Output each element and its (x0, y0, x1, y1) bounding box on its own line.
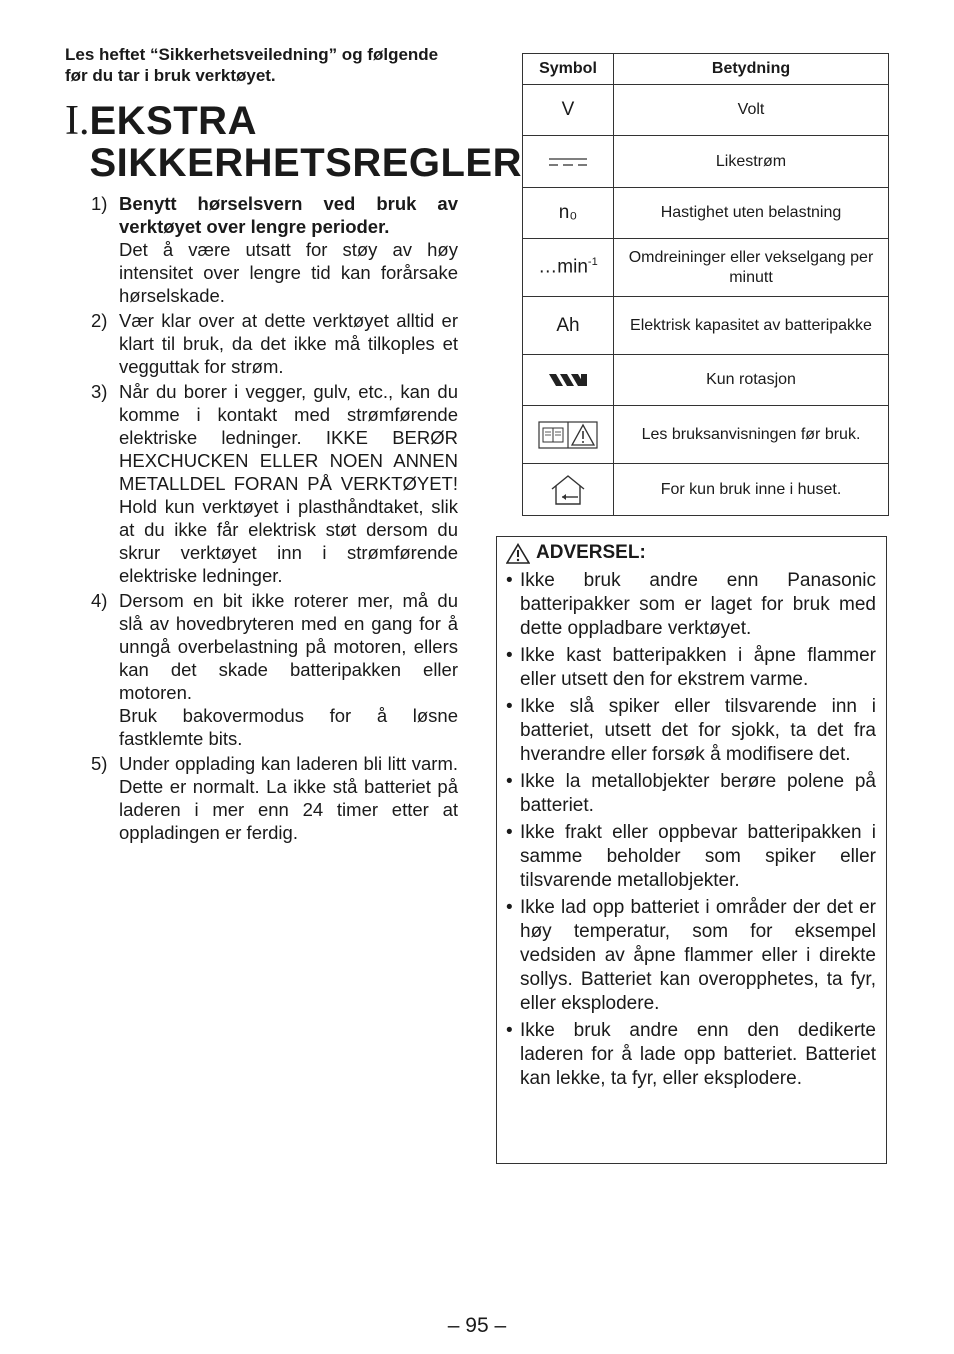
table-row (523, 239, 889, 297)
table-row (523, 464, 889, 516)
rotation-only-icon (547, 372, 589, 388)
list-item: • Ikke kast batteripakken i åpne flammer eller utsett den for ekstrem varme. (506, 645, 876, 690)
rules-list (65, 192, 458, 844)
rule-item (65, 309, 458, 378)
rule-number: 2) (91, 310, 108, 331)
caution-heading (506, 541, 876, 565)
header-meaning: Betydning (614, 54, 889, 85)
caution-item-text: Ikke la metallobjekter berøre polene på batteriet. (520, 771, 876, 816)
list-item: • Ikke bruk andre enn den dedikerte laderen for å lade opp batteriet. Batteriet kan lekke, ta fyr, eller eksplodere. (506, 1020, 876, 1089)
list-item: • Ikke la metallobjekter berøre polene på batteriet. (506, 771, 876, 816)
caution-heading-text: ADVERSEL: (536, 542, 646, 563)
rule-bold-text: Benytt hørselsvern ved bruk av verktøyet over lengre perioder. (119, 193, 458, 237)
rule-number: 1) (91, 193, 108, 214)
warning-triangle-icon (506, 543, 530, 564)
rule-number: 5) (91, 753, 108, 774)
symbol-text: …min (538, 256, 588, 278)
list-item: • Ikke lad opp batteriet i områder der det er høy temperatur, som for eksempel vedsiden av åpne flammer eller i direkte sollys. Batteriet kan overopphetes, ta fyr, eller eksplodere. (506, 897, 876, 1014)
meaning-cell: For kun bruk inne i huset. (614, 464, 889, 516)
indoor-use-icon (548, 473, 588, 507)
section-title: EKSTRA SIKKERHETSREGLER (89, 99, 522, 185)
table-row (523, 406, 889, 464)
section-number: I. (65, 98, 90, 144)
meaning-cell: Omdreininger eller vekselgang per minutt (614, 239, 889, 297)
rule-item (65, 380, 458, 587)
symbol-cell: V (523, 85, 614, 136)
dc-current-icon (548, 156, 588, 168)
caution-list (506, 569, 876, 1091)
list-item: • Ikke frakt eller oppbevar batteripakken i samme beholder som spiker eller tilsvarende metallobjekter. (506, 822, 876, 891)
caution-item-text: Ikke kast batteripakken i åpne flammer eller utsett den for ekstrem varme. (520, 645, 876, 690)
symbol-cell (523, 136, 614, 188)
caution-item-text: Ikke bruk andre enn Panasonic batteripakker som er laget for bruk med dette oppladbare verktøyet. (520, 570, 876, 639)
header-symbol: Symbol (523, 54, 614, 85)
meaning-cell: Les bruksanvisningen før bruk. (614, 406, 889, 464)
symbol-cell: Ah (523, 297, 614, 355)
meaning-cell: Hastighet uten belastning (614, 188, 889, 239)
read-manual-warning-icon (538, 421, 598, 449)
meaning-cell: Volt (614, 85, 889, 136)
rule-text: Vær klar over at dette verktøyet alltid er klart til bruk, da det ikke må tilkoples et vegguttak for strøm. (119, 310, 458, 377)
meaning-cell: Elektrisk kapasitet av batteripakke (614, 297, 889, 355)
intro-text: Les heftet “Sikkerhetsveiledning” og følgende før du tar i bruk verktøyet. (65, 45, 439, 85)
table-row (523, 297, 889, 355)
symbol-cell (523, 355, 614, 406)
caution-item-text: Ikke bruk andre enn den dedikerte laderen for å lade opp batteriet. Batteriet kan lekke, ta fyr, eller eksplodere. (520, 1020, 876, 1089)
rule-text: Under opplading kan laderen bli litt varm. Dette er normalt. La ikke stå batteriet på laderen i mer enn 24 timer etter at oppladingen er ferdig. (119, 753, 458, 843)
rule-item (65, 752, 458, 844)
rule-text: Dersom en bit ikke roterer mer, må du slå av hovedbryteren med en gang for å unngå overbelastning på motoren, ellers kan det skade batteripakken eller motoren. (119, 590, 458, 703)
rule-text: Det å være utsatt for støy av høy intensitet over lengre tid kan forårsake hørselskade. (119, 239, 458, 306)
rule-item (65, 192, 458, 307)
section-heading (65, 98, 522, 185)
list-item: • Ikke slå spiker eller tilsvarende inn i batteriet, utsett det for sjokk, ta det fra hverandre eller forsøk å modifisere det. (506, 696, 876, 765)
table-header-row (523, 54, 889, 85)
symbol-superscript: -1 (587, 256, 598, 269)
table-row (523, 136, 889, 188)
symbol-table (522, 53, 889, 516)
table-row (523, 85, 889, 136)
rule-text: Når du borer i vegger, gulv, etc., kan du komme i kontakt med strømførende elektriske ledninger. IKKE BERØR HEXCHUCKEN ELLER NOEN ANNEN METALLDEL FORAN PÅ VERKTØYET! Hold kun verktøyet i plasthåndtaket, slik at du ikke får elektrisk støt dersom du skrur verktøyet inn i strømførende elektriske ledninger. (119, 381, 458, 586)
meaning-cell: Kun rotasjon (614, 355, 889, 406)
left-column (65, 44, 522, 846)
symbol-cell: n₀ (523, 188, 614, 239)
rule-item (65, 589, 458, 750)
caution-item-text: Ikke lad opp batteriet i områder der det er høy temperatur, som for eksempel vedsiden av åpne flammer eller i direkte sollys. Batteriet kan overopphetes, ta fyr, eller eksplodere. (520, 897, 876, 1014)
symbol-cell (523, 239, 614, 297)
meaning-cell: Likestrøm (614, 136, 889, 188)
symbol-cell (523, 406, 614, 464)
rule-number: 4) (91, 590, 108, 611)
symbol-cell (523, 464, 614, 516)
caution-item-text: Ikke slå spiker eller tilsvarende inn i batteriet, utsett det for sjokk, ta det fra hverandre eller forsøk å modifisere det. (520, 696, 876, 765)
table-row (523, 188, 889, 239)
page-number: – 95 – (447, 1314, 507, 1337)
table-row (523, 355, 889, 406)
rule-text-extra: Bruk bakovermodus for å løsne fastklemte bits. (119, 705, 458, 749)
caution-box (496, 536, 887, 1164)
rule-number: 3) (91, 381, 108, 402)
caution-item-text: Ikke frakt eller oppbevar batteripakken i samme beholder som spiker eller tilsvarende metallobjekter. (520, 822, 876, 891)
list-item: • Ikke bruk andre enn Panasonic batteripakker som er laget for bruk med dette oppladbare verktøyet. (506, 570, 876, 639)
